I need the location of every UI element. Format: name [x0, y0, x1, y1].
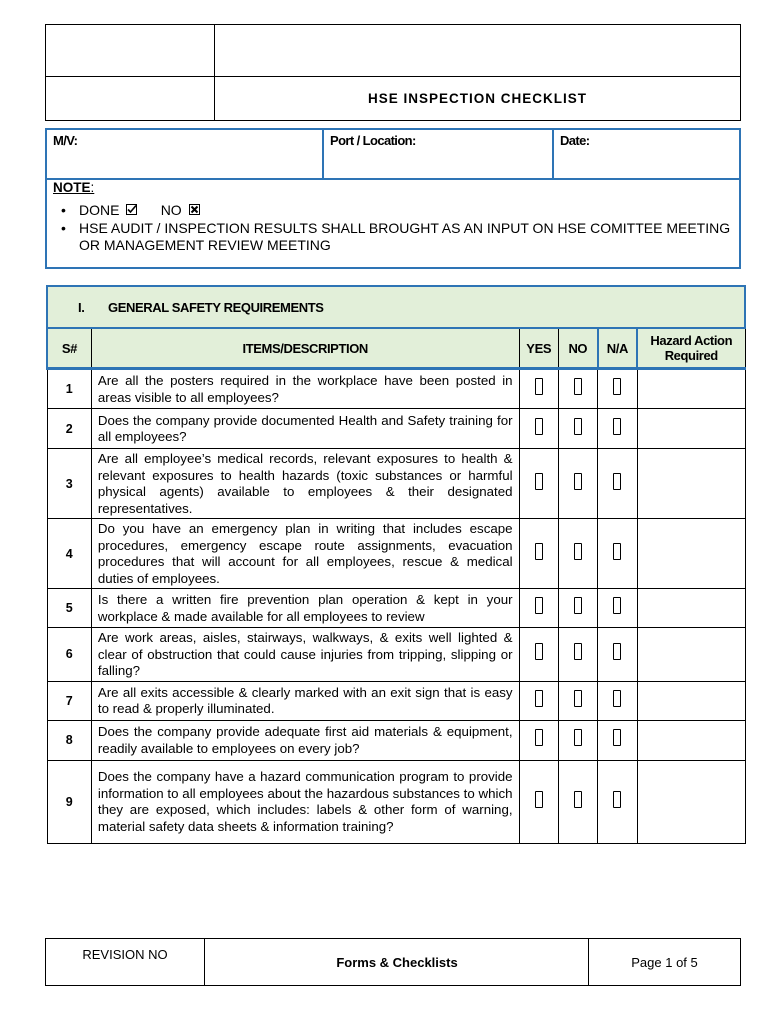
empty-checkbox-icon[interactable]: [535, 418, 543, 435]
empty-checkbox-icon[interactable]: [535, 729, 543, 746]
hazard-action-cell[interactable]: [637, 760, 745, 843]
no-checkbox-cell[interactable]: [558, 720, 597, 760]
date-label: Date:: [560, 133, 590, 148]
empty-checkbox-icon[interactable]: [574, 597, 582, 614]
row-number: 1: [47, 369, 91, 409]
mv-label: M/V:: [53, 133, 78, 148]
yes-checkbox-cell[interactable]: [519, 449, 558, 519]
row-number: 2: [47, 409, 91, 449]
row-number: 5: [47, 589, 91, 628]
checklist-row: [47, 409, 745, 449]
na-checkbox-cell[interactable]: [598, 409, 637, 449]
port-location-field[interactable]: [324, 130, 552, 178]
empty-checkbox-icon[interactable]: [535, 690, 543, 707]
hazard-action-cell[interactable]: [637, 409, 745, 449]
no-checkbox-cell[interactable]: [558, 681, 597, 720]
col-no: NO: [558, 328, 597, 369]
empty-checkbox-icon[interactable]: [613, 543, 621, 560]
page-number: Page 1 of 5: [631, 954, 698, 970]
row-description: Does the company have a hazard communication program to provide information to all employees about the hazardous substances to which they are exposed, which includes: labels & other form of warning, material safety data sheets & information training?: [91, 760, 519, 843]
document-title: HSE INSPECTION CHECKLIST: [367, 91, 588, 106]
empty-checkbox-icon[interactable]: [535, 597, 543, 614]
bullet-icon: •: [61, 220, 66, 236]
row-description: Are all the posters required in the workplace have been posted in areas visible to all employees?: [91, 369, 519, 409]
no-label: NO: [160, 202, 182, 218]
hazard-action-cell[interactable]: [637, 628, 745, 682]
section-number: I.: [78, 299, 85, 315]
yes-checkbox-cell[interactable]: [519, 409, 558, 449]
row-description: Is there a written fire prevention plan operation & kept in your workplace & made available for all employees to review: [91, 589, 519, 628]
empty-checkbox-icon[interactable]: [535, 473, 543, 490]
empty-checkbox-icon[interactable]: [535, 378, 543, 395]
empty-checkbox-icon[interactable]: [613, 643, 621, 660]
hazard-action-cell[interactable]: [637, 449, 745, 519]
na-checkbox-cell[interactable]: [598, 720, 637, 760]
col-yes: YES: [519, 328, 558, 369]
hazard-action-cell[interactable]: [637, 369, 745, 409]
checklist-rows: [47, 369, 745, 844]
yes-checkbox-cell[interactable]: [519, 760, 558, 843]
empty-checkbox-icon[interactable]: [574, 378, 582, 395]
hazard-action-cell[interactable]: [637, 589, 745, 628]
bullet-icon: •: [61, 202, 66, 218]
yes-checkbox-cell[interactable]: [519, 589, 558, 628]
no-checkbox-cell[interactable]: [558, 589, 597, 628]
no-checkbox-cell[interactable]: [558, 409, 597, 449]
no-checkbox-cell[interactable]: [558, 449, 597, 519]
col-na: N/A: [598, 328, 637, 369]
empty-checkbox-icon[interactable]: [574, 643, 582, 660]
row-number: 9: [47, 760, 91, 843]
hazard-action-cell[interactable]: [637, 519, 745, 589]
checklist-row: [47, 720, 745, 760]
col-sn: S#: [47, 328, 91, 369]
checklist-row: [47, 628, 745, 682]
na-checkbox-cell[interactable]: [598, 449, 637, 519]
na-checkbox-cell[interactable]: [598, 760, 637, 843]
na-checkbox-cell[interactable]: [598, 369, 637, 409]
note-heading: NOTE:: [53, 180, 95, 195]
row-description: Are all exits accessible & clearly marked with an exit sign that is easy to read & properly illuminated.: [91, 681, 519, 720]
na-checkbox-cell[interactable]: [598, 589, 637, 628]
checklist-row: [47, 519, 745, 589]
empty-checkbox-icon[interactable]: [535, 791, 543, 808]
note-list: [55, 202, 735, 255]
empty-checkbox-icon[interactable]: [613, 473, 621, 490]
port-location-label: Port / Location:: [330, 133, 416, 148]
empty-checkbox-icon[interactable]: [613, 597, 621, 614]
checklist-row: [47, 589, 745, 628]
row-description: Are all employee’s medical records, relevant exposures to health & relevant exposures to health hazards (toxic substances or harmful physical agents) available to employees & their designated representatives.: [91, 449, 519, 519]
date-field[interactable]: [554, 130, 739, 178]
row-description: Does the company provide adequate first aid materials & equipment, readily available to employees on every job?: [91, 720, 519, 760]
mv-field[interactable]: [47, 130, 323, 178]
section-heading: [47, 286, 745, 328]
row-number: 4: [47, 519, 91, 589]
legend-item: [55, 202, 735, 219]
revision-label: REVISION NO: [82, 947, 168, 962]
section-title: GENERAL SAFETY REQUIREMENTS: [108, 299, 324, 315]
no-checkbox-cell[interactable]: [558, 519, 597, 589]
checklist-row: [47, 760, 745, 843]
hazard-action-cell[interactable]: [637, 720, 745, 760]
na-checkbox-cell[interactable]: [598, 681, 637, 720]
cross-box-icon: [189, 204, 200, 215]
empty-checkbox-icon[interactable]: [535, 643, 543, 660]
na-checkbox-cell[interactable]: [598, 628, 637, 682]
hazard-action-cell[interactable]: [637, 681, 745, 720]
na-checkbox-cell[interactable]: [598, 519, 637, 589]
empty-checkbox-icon[interactable]: [574, 543, 582, 560]
row-number: 8: [47, 720, 91, 760]
empty-checkbox-icon[interactable]: [613, 418, 621, 435]
row-description: Does the company provide documented Health and Safety training for all employees?: [91, 409, 519, 449]
document-header: [45, 24, 741, 121]
col-items: ITEMS/DESCRIPTION: [91, 328, 519, 369]
row-description: Do you have an emergency plan in writing that includes escape procedures, emergency escape route assignments, evacuation procedures that will account for all employees, rescue & medical duties of employees.: [91, 519, 519, 589]
no-checkbox-cell[interactable]: [558, 369, 597, 409]
row-number: 3: [47, 449, 91, 519]
checklist-row: [47, 369, 745, 409]
empty-checkbox-icon[interactable]: [574, 791, 582, 808]
row-description: Are work areas, aisles, stairways, walkways, & exits well lighted & clear of obstruction that could cause injuries from tripping, slipping or falling?: [91, 628, 519, 682]
empty-checkbox-icon[interactable]: [574, 473, 582, 490]
empty-checkbox-icon[interactable]: [535, 543, 543, 560]
empty-checkbox-icon[interactable]: [613, 378, 621, 395]
note-text: HSE AUDIT / INSPECTION RESULTS SHALL BROUGHT AS AN INPUT ON HSE COMITTEE MEETING OR MANAGEMENT REVIEW MEETING: [79, 220, 731, 253]
col-hazard: Hazard Action Required: [637, 328, 745, 369]
yes-checkbox-cell[interactable]: [519, 369, 558, 409]
empty-checkbox-icon[interactable]: [613, 729, 621, 746]
section-row: [47, 286, 745, 328]
document-footer: [45, 938, 741, 986]
yes-checkbox-cell[interactable]: [519, 628, 558, 682]
vessel-info-box: [45, 128, 741, 269]
yes-checkbox-cell[interactable]: [519, 519, 558, 589]
column-header-row: [47, 328, 745, 369]
no-checkbox-cell[interactable]: [558, 760, 597, 843]
empty-checkbox-icon[interactable]: [574, 690, 582, 707]
footer-category: Forms & Checklists: [336, 954, 458, 970]
no-checkbox-cell[interactable]: [558, 628, 597, 682]
yes-checkbox-cell[interactable]: [519, 720, 558, 760]
checklist-table: [46, 285, 746, 844]
empty-checkbox-icon[interactable]: [574, 729, 582, 746]
empty-checkbox-icon[interactable]: [574, 418, 582, 435]
empty-checkbox-icon[interactable]: [613, 791, 621, 808]
checkmark-box-icon: [126, 204, 137, 215]
yes-checkbox-cell[interactable]: [519, 681, 558, 720]
empty-checkbox-icon[interactable]: [613, 690, 621, 707]
row-number: 6: [47, 628, 91, 682]
checklist-row: [47, 449, 745, 519]
done-label: DONE: [79, 202, 120, 218]
row-number: 7: [47, 681, 91, 720]
vessel-info-row: [47, 130, 739, 180]
checklist-row: [47, 681, 745, 720]
note-item: [55, 220, 735, 254]
